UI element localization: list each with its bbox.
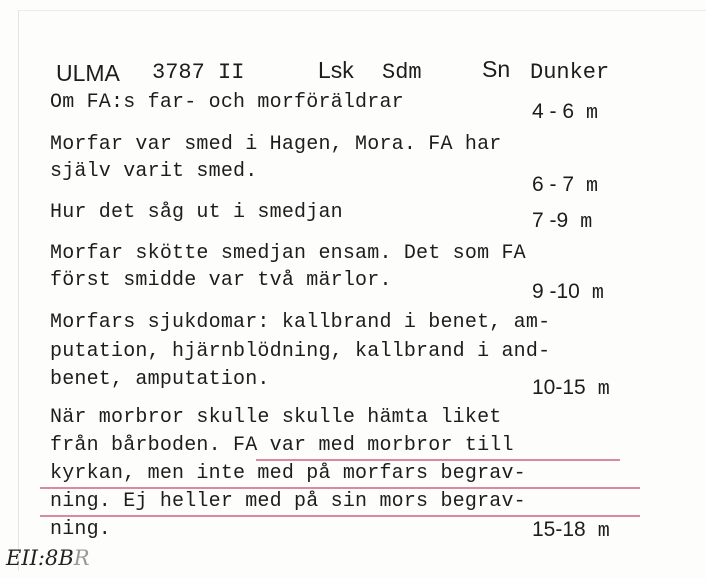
time-range-value: 7 -9 <box>532 209 569 232</box>
text-line: själv varit smed. <box>50 160 258 183</box>
time-unit: m <box>597 378 610 401</box>
text-line: först smidde var två märlor. <box>50 269 392 292</box>
text-line: benet, amputation. <box>50 368 270 391</box>
time-range-value: 10-15 <box>532 376 586 399</box>
time-unit: m <box>586 175 599 198</box>
time-range <box>532 209 592 234</box>
text-line: Om FA:s far- och morföräldrar <box>50 91 404 114</box>
text-line: När morbror skulle skulle hämta liket <box>50 406 502 429</box>
time-range-value: 9 -10 <box>532 280 580 303</box>
text-line: Morfar skötte smedjan ensam. Det som FA <box>50 242 526 265</box>
time-range <box>532 173 598 198</box>
text-line: från bårboden. FA var med morbror till <box>50 434 514 457</box>
record-number: 3787 II <box>152 60 245 85</box>
time-unit: m <box>580 211 593 234</box>
text-line: ning. <box>50 518 112 541</box>
handwritten-reference <box>6 546 90 570</box>
highlight-underline <box>40 515 640 517</box>
text-line: Morfars sjukdomar: kallbrand i benet, am- <box>50 311 551 334</box>
time-range <box>532 100 598 125</box>
time-range-value: 4 - 6 <box>532 100 575 123</box>
time-unit: m <box>586 102 599 125</box>
time-range-value: 6 - 7 <box>532 173 575 196</box>
time-range <box>532 518 610 543</box>
landskap-label: Lsk <box>318 57 354 83</box>
handwritten-reference-faint: R <box>73 546 90 570</box>
time-unit: m <box>591 282 604 305</box>
text-line: Hur det såg ut i smedjan <box>50 201 343 224</box>
landskap-value: Sdm <box>382 60 422 85</box>
highlight-underline <box>40 487 640 489</box>
socken-value: Dunker <box>530 60 610 85</box>
highlight-underline <box>256 459 620 461</box>
time-range <box>532 376 610 401</box>
text-line: Morfar var smed i Hagen, Mora. FA har <box>50 133 502 156</box>
handwritten-reference-text: EII:8B <box>6 546 74 570</box>
socken-label: Sn <box>482 56 511 82</box>
text-line: kyrkan, men inte med på morfars begrav- <box>50 462 526 485</box>
archive-code: ULMA <box>56 60 120 86</box>
text-line: putation, hjärnblödning, kallbrand i and- <box>50 340 551 363</box>
time-unit: m <box>597 520 610 543</box>
time-range <box>532 280 604 305</box>
time-range-value: 15-18 <box>532 518 586 541</box>
text-line: ning. Ej heller med på sin mors begrav- <box>50 490 526 513</box>
